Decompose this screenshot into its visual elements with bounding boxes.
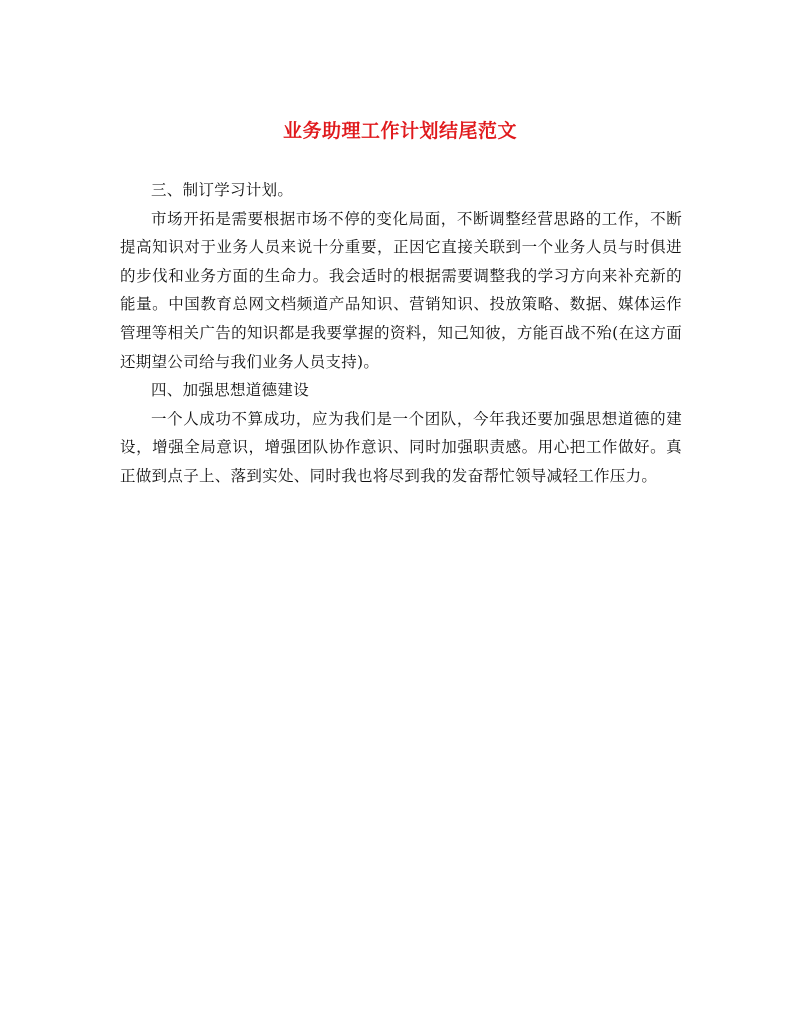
document-title: 业务助理工作计划结尾范文 <box>282 120 517 142</box>
section-paragraph: 市场开拓是需要根据市场不停的变化局面，不断调整经营思路的工作，不断提高知识对于业务人员来说十分重要，正因它直接关联到一个业务人员与时俱进的步伐和业务方面的生命力。我会适时的根据需要调整我的学习方向来补充新的能量。中国教育总网文档频道产品知识、营销知识、投放策略、数据、媒体运作管理等相关广告的知识都是我要掌握的资料，知己知彼，方能百战不殆(在这方面还期望公司给与我们业务人员支持)。 <box>120 209 682 371</box>
section-heading: 三、制订学习计划。 <box>151 181 294 199</box>
section-heading: 四、加强思想道德建设 <box>151 381 310 400</box>
document-body <box>120 176 682 491</box>
section-paragraph: 一个人成功不算成功，应为我们是一个团队，今年我还要加强思想道德的建设，增强全局意识，增强团队协作意识、同时加强职责感。用心把工作做好。真正做到点子上、落到实处、同时我也将尽到我的发奋帮忙领导减轻工作压力。 <box>120 409 682 485</box>
